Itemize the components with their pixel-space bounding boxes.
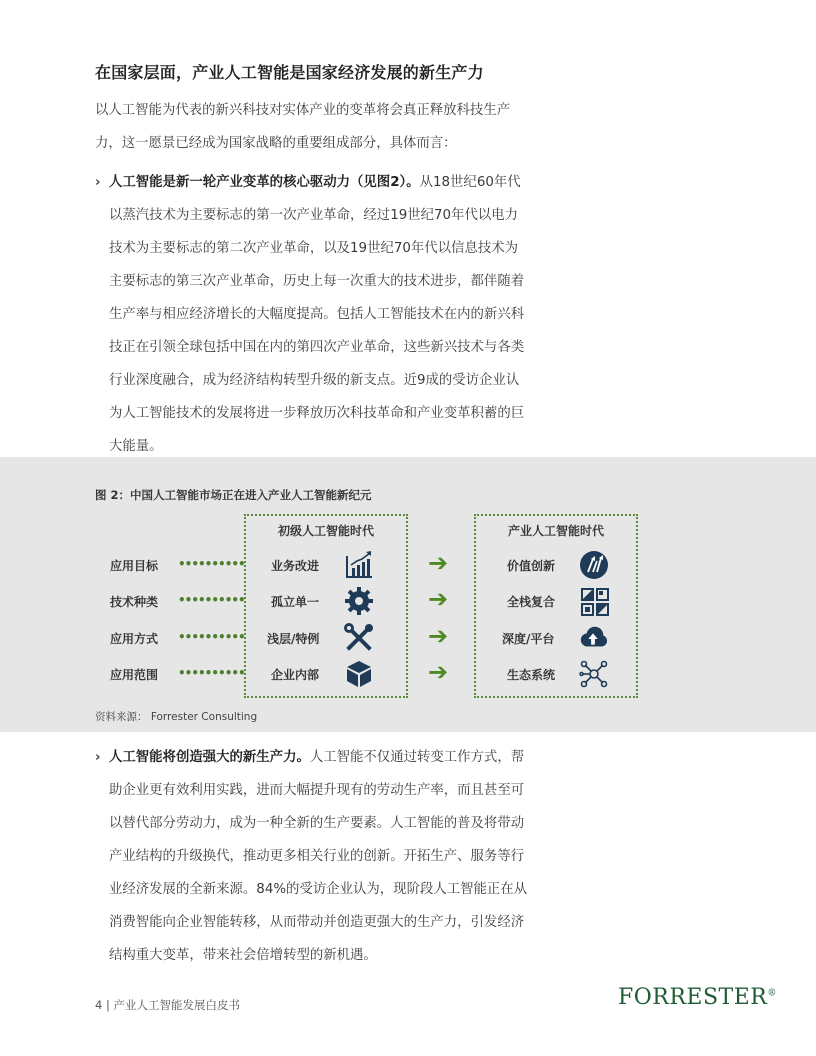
early-ai-era-box — [244, 514, 408, 698]
bullet-line-text: 人工智能不仅通过转变工作方式，帮 — [309, 750, 525, 765]
left-item-shallow: 浅层/特例 — [267, 632, 320, 646]
bullet-bold-lead: 人工智能是新一轮产业变革的核心驱动力（见图2）。 — [109, 175, 420, 190]
bullet-line: 技术为主要标志的第二次产业革命，以及19世纪70年代以信息技术为 — [109, 241, 519, 256]
bullet-line: 产业结构的升级换代，推动更多相关行业的创新。开拓生产、服务等行 — [109, 849, 525, 864]
early-ai-era-title: 初级人工智能时代 — [277, 524, 374, 538]
gear-icon — [344, 586, 374, 616]
industrial-ai-era-title: 产业人工智能时代 — [507, 524, 604, 538]
bullet-line: 技正在引领全球包括中国在内的第四次产业革命，这些新兴技术与各类 — [109, 340, 525, 355]
bullet-line: 助企业更有效利用实践，进而大幅提升现有的劳动生产率，而且甚至可 — [109, 783, 525, 798]
intro-line: 以人工智能为代表的新兴科技对实体产业的变革将会真正释放科技生产 — [95, 103, 511, 118]
intro-line: 力，这一愿景已经成为国家战略的重要组成部分，具体而言： — [95, 136, 457, 151]
figure-source: 资料来源： Forrester Consulting — [95, 711, 258, 723]
registered-mark: ® — [767, 988, 777, 999]
cloud-upload-icon — [578, 623, 608, 653]
arrow-right-icon: ➔ — [428, 658, 449, 686]
right-item-value-innovation: 价值创新 — [507, 559, 556, 573]
row-label-tech-type: 技术种类 — [110, 595, 159, 609]
figure-title: 图 2：中国人工智能市场正在进入产业人工智能新纪元 — [95, 488, 372, 502]
right-item-full-stack: 全栈复合 — [507, 595, 556, 609]
bar-chart-growth-icon — [344, 550, 374, 580]
forrester-logo — [618, 985, 777, 1010]
bullet-bold-lead: 人工智能将创造强大的新生产力。 — [109, 750, 310, 765]
bullet-line: 生产率与相应经济增长的大幅度提高。包括人工智能技术在内的新兴科 — [109, 307, 525, 322]
bullet-line: 消费智能向企业智能转移，从而带动并创造更强大的生产力，引发经济 — [109, 915, 525, 930]
page-footer: 4 | 产业人工智能发展白皮书 — [95, 998, 241, 1012]
bullet-line: 为人工智能技术的发展将进一步释放历次科技革命和产业变革积蓄的巨 — [109, 406, 525, 421]
bullet-line: 大能量。 — [109, 439, 163, 454]
dotted-connector: •••••••••• — [178, 593, 245, 607]
bullet-line: 业经济发展的全新来源。84%的受访企业认为，现阶段人工智能正在从 — [109, 882, 528, 897]
bullet-line-text: 从18世纪60年代 — [419, 175, 521, 190]
box-icon — [344, 659, 374, 689]
bullet-line: 结构重大变革，带来社会倍增转型的新机遇。 — [109, 948, 377, 963]
bullet-line: 行业深度融合，成为经济结构转型升级的新支点。近9成的受访企业认 — [109, 373, 520, 388]
bullet-line — [109, 741, 535, 774]
row-label-goal: 应用目标 — [110, 559, 159, 573]
left-item-business-improvement: 业务改进 — [271, 559, 320, 573]
bullet-item-2 — [95, 741, 535, 972]
section-heading: 在国家层面，产业人工智能是国家经济发展的新生产力 — [95, 63, 484, 82]
industrial-ai-era-box — [474, 514, 638, 698]
right-item-ecosystem: 生态系统 — [507, 668, 556, 682]
network-icon — [579, 659, 609, 689]
bullet-line — [109, 166, 535, 199]
dotted-connector: •••••••••• — [178, 666, 245, 680]
arrow-right-icon: ➔ — [428, 549, 449, 577]
logo-text: FORRESTER — [618, 985, 768, 1010]
arrow-right-icon: ➔ — [428, 622, 449, 650]
bullet-line: 主要标志的第三次产业革命，历史上每一次重大的技术进步，都伴随着 — [109, 274, 525, 289]
arrow-right-icon: ➔ — [428, 585, 449, 613]
stack-grid-icon — [580, 587, 610, 617]
row-label-application-mode: 应用方式 — [110, 632, 159, 646]
bullet-line: 以替代部分劳动力，成为一种全新的生产要素。人工智能的普及将带动 — [109, 816, 525, 831]
bullet-chevron-icon: › — [95, 175, 101, 190]
bullet-line: 以蒸汽技术为主要标志的第一次产业革命，经过19世纪70年代以电力 — [109, 208, 519, 223]
tools-icon — [344, 623, 374, 653]
left-item-isolated: 孤立单一 — [271, 595, 320, 609]
dotted-connector: •••••••••• — [178, 630, 245, 644]
bullet-item-1 — [95, 166, 535, 463]
bullet-chevron-icon: › — [95, 750, 101, 765]
dotted-connector: •••••••••• — [178, 557, 245, 571]
intro-paragraph — [95, 94, 535, 160]
left-item-internal: 企业内部 — [271, 668, 320, 682]
rocket-circle-icon — [579, 550, 609, 580]
row-label-application-scope: 应用范围 — [110, 668, 159, 682]
right-item-platform: 深度/平台 — [502, 632, 555, 646]
